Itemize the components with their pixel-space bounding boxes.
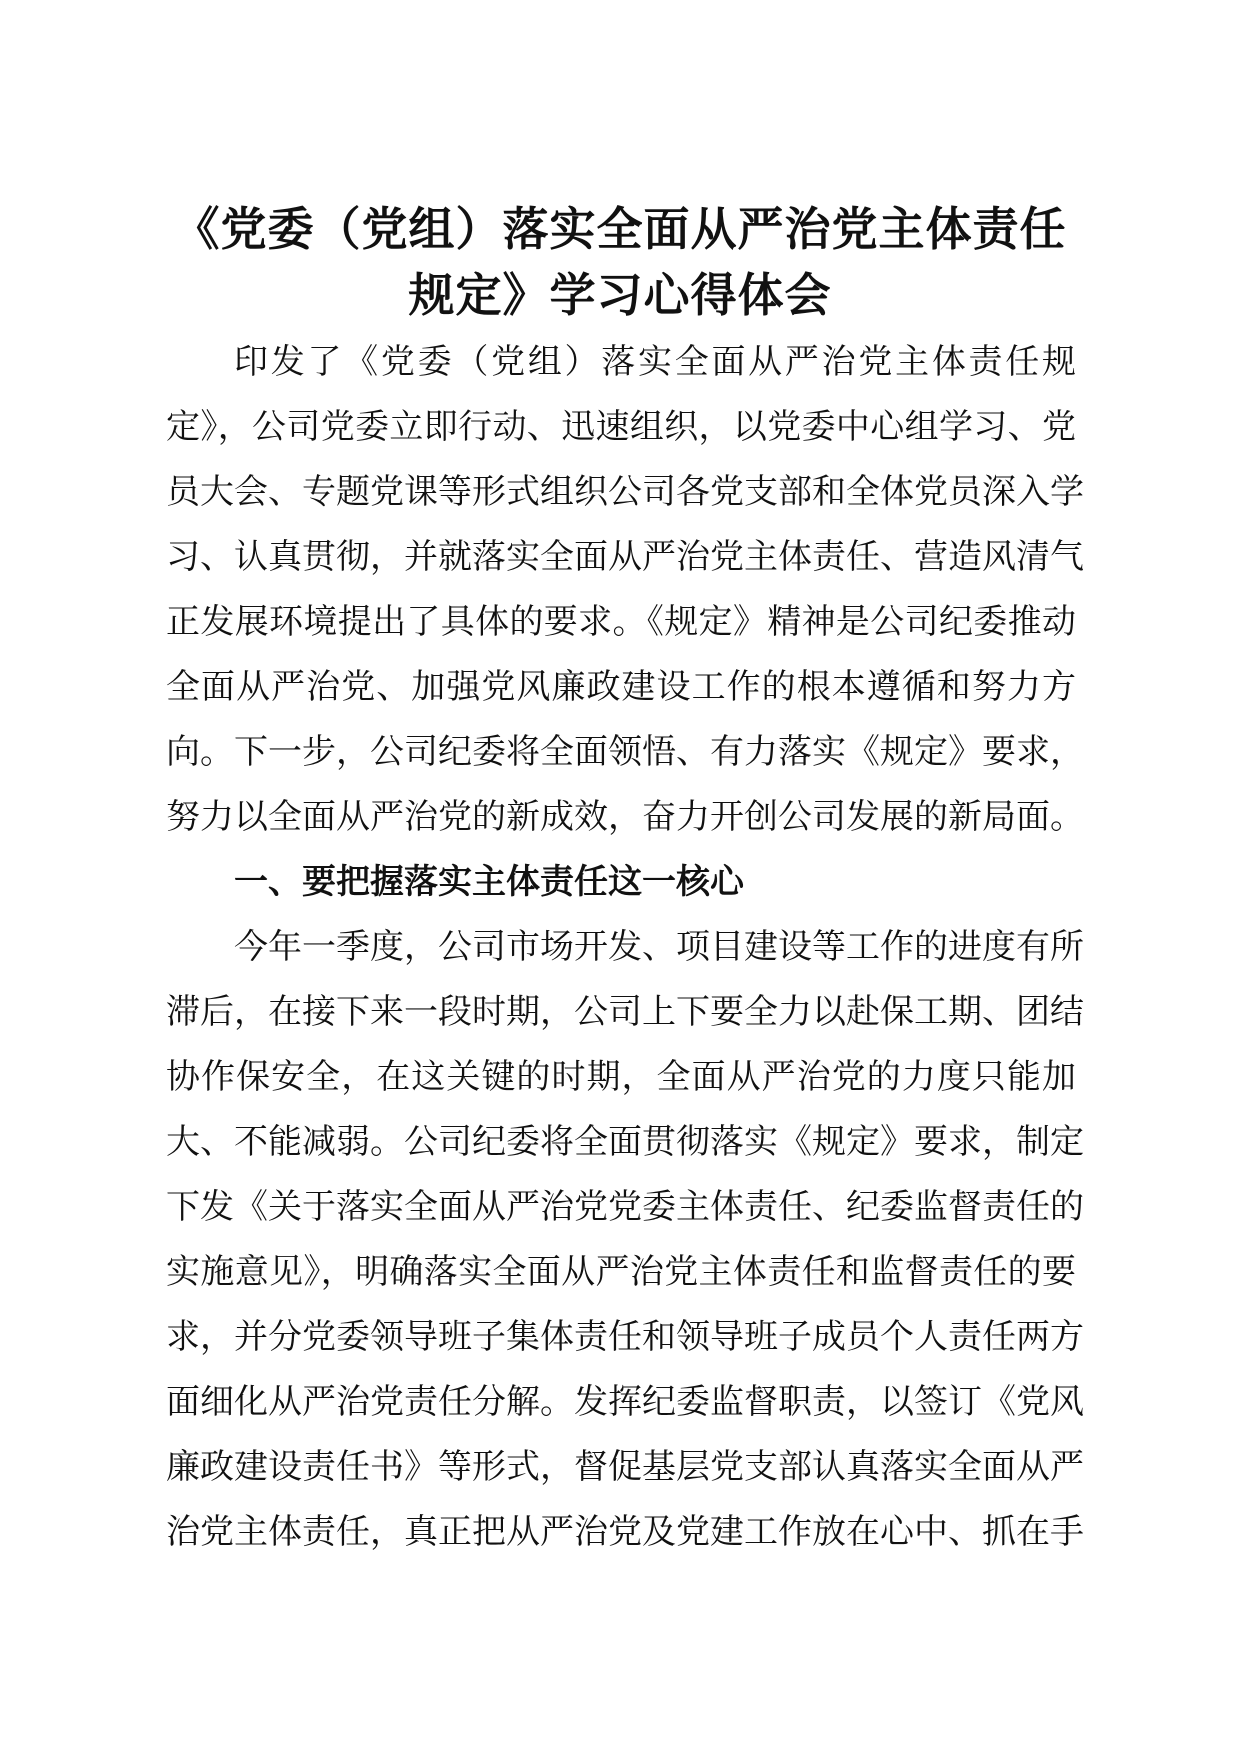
intro-paragraph xyxy=(166,330,1084,850)
paragraph-line: 努力以全面从严治党的新成效，奋力开创公司发展的新局面。 xyxy=(166,797,1084,837)
paragraph-line: 协作保安全，在这关键的时期，全面从严治党的力度只能加 xyxy=(166,1057,1076,1097)
paragraph-line: 向。下一步，公司纪委将全面领悟、有力落实《规定》要求， xyxy=(166,732,1084,772)
paragraph-line: 定》，公司党委立即行动、迅速组织，以党委中心组学习、党 xyxy=(166,407,1076,447)
paragraph-line: 治党主体责任，真正把从严治党及党建工作放在心中、抓在手 xyxy=(166,1512,1084,1552)
title-line: 规定》学习心得体会 xyxy=(408,268,832,322)
paragraph-line: 求，并分党委领导班子集体责任和领导班子成员个人责任两方 xyxy=(166,1317,1084,1357)
paragraph-line: 滞后，在接下来一段时期，公司上下要全力以赴保工期、团结 xyxy=(166,992,1084,1032)
section-paragraph xyxy=(166,915,1084,1565)
paragraph-line: 今年一季度，公司市场开发、项目建设等工作的进度有所 xyxy=(234,927,1084,967)
paragraph-line: 全面从严治党、加强党风廉政建设工作的根本遵循和努力方 xyxy=(166,667,1076,707)
paragraph-line: 正发展环境提出了具体的要求。《规定》精神是公司纪委推动 xyxy=(166,602,1076,642)
title-line: 《党委（党组）落实全面从严治党主体责任 xyxy=(173,202,1067,256)
paragraph-line: 习、认真贯彻，并就落实全面从严治党主体责任、营造风清气 xyxy=(166,537,1084,577)
paragraph-line: 面细化从严治党责任分解。发挥纪委监督职责，以签订《党风 xyxy=(166,1382,1084,1422)
paragraph-line: 大、不能减弱。公司纪委将全面贯彻落实《规定》要求，制定 xyxy=(166,1122,1084,1162)
paragraph-line: 廉政建设责任书》等形式，督促基层党支部认真落实全面从严 xyxy=(166,1447,1084,1487)
section-heading: 一、要把握落实主体责任这一核心 xyxy=(234,862,744,902)
document-title xyxy=(150,196,1090,328)
document-body xyxy=(166,330,1084,1565)
paragraph-line: 印发了《党委（党组）落实全面从严治党主体责任规 xyxy=(234,342,1076,382)
paragraph-line: 实施意见》，明确落实全面从严治党主体责任和监督责任的要 xyxy=(166,1252,1076,1292)
paragraph-line: 下发《关于落实全面从严治党党委主体责任、纪委监督责任的 xyxy=(166,1187,1084,1227)
paragraph-line: 员大会、专题党课等形式组织公司各党支部和全体党员深入学 xyxy=(166,472,1084,512)
